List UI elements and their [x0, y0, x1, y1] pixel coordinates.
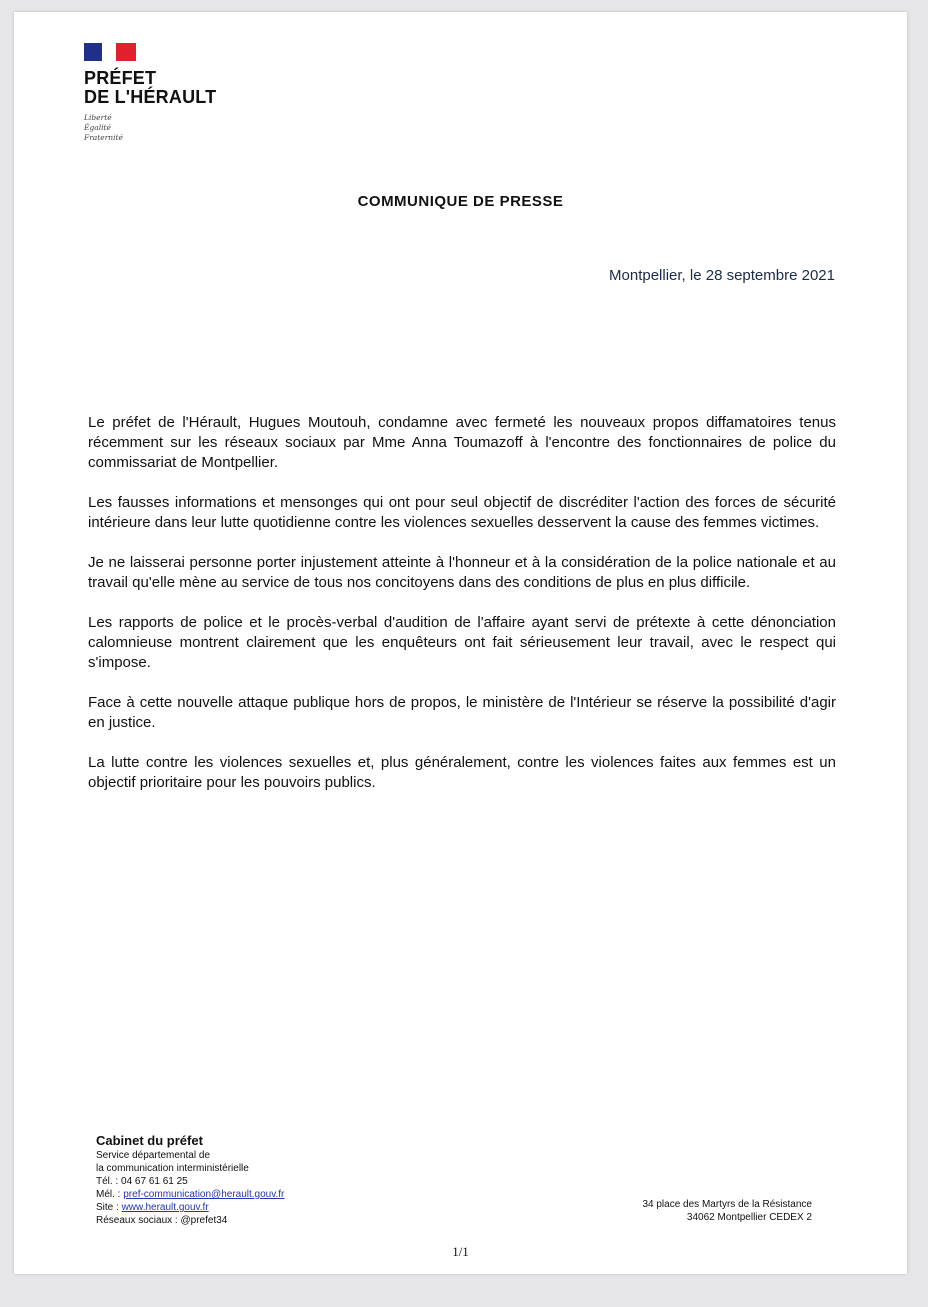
- website-link[interactable]: www.herault.gouv.fr: [121, 1202, 209, 1213]
- contact-site: [96, 1201, 284, 1214]
- motto-fraternite: Fraternité: [84, 133, 123, 142]
- brand-line-1: PRÉFET: [84, 68, 157, 88]
- social-handle: @prefet34: [180, 1215, 228, 1226]
- paragraph: Les fausses informations et mensonges qui ont pour seul objectif de discréditer l'action des forces de sécurité intérieure dans leur lutte quotidienne contre les violences sexuelles desservent la cause des femmes victimes.: [88, 494, 836, 531]
- contact-heading: Cabinet du préfet: [96, 1133, 203, 1148]
- contact-mel: [96, 1188, 284, 1201]
- site-label: Site :: [96, 1202, 122, 1213]
- press-release-body: [88, 413, 836, 813]
- document-page: [14, 12, 907, 1274]
- brand-name: [84, 69, 216, 107]
- paragraph: La lutte contre les violences sexuelles et, plus généralement, contre les violences faites aux femmes est un objectif prioritaire pour les pouvoirs publics.: [88, 754, 836, 791]
- paragraph: Je ne laisserai personne porter injustement atteinte à l'honneur et à la considération de la police nationale et au travail qu'elle mène au service de tous nos concitoyens dans des conditions de plus en plus difficile.: [88, 554, 836, 591]
- brand-line-2: DE L'HÉRAULT: [84, 87, 217, 107]
- republic-motto: [84, 113, 216, 143]
- paragraph: Face à cette nouvelle attaque publique hors de propos, le ministère de l'Intérieur se réserve la possibilité d'agir en justice.: [88, 694, 836, 731]
- social-label: Réseaux sociaux :: [96, 1215, 181, 1226]
- paragraph: Les rapports de police et le procès-verbal d'audition de l'affaire ayant servi de prétexte à cette dénonciation calomnieuse montrent clairement que les enquêteurs ont fait sérieusement leur travail, avec le respect qui s'impose.: [88, 614, 836, 671]
- address-line-1: 34 place des Martyrs de la Résistance: [642, 1199, 812, 1210]
- prefecture-logo: [84, 43, 216, 143]
- postal-address: [642, 1198, 812, 1224]
- document-date: Montpellier, le 28 septembre 2021: [609, 267, 835, 284]
- contact-social: [96, 1214, 284, 1227]
- mel-label: Mél. :: [96, 1189, 124, 1200]
- email-link[interactable]: pref-communication@herault.gouv.fr: [123, 1189, 285, 1200]
- motto-liberte: Liberté: [84, 113, 112, 122]
- address-line-2: 34062 Montpellier CEDEX 2: [686, 1212, 812, 1223]
- tel-value: 04 67 61 61 25: [121, 1176, 188, 1187]
- document-title: COMMUNIQUE DE PRESSE: [357, 193, 564, 210]
- service-line-1: Service départemental de: [96, 1150, 210, 1161]
- contact-tel: [96, 1175, 284, 1188]
- service-line-2: la communication interministérielle: [96, 1163, 249, 1174]
- motto-egalite: Égalité: [84, 123, 111, 132]
- paragraph: Le préfet de l'Hérault, Hugues Moutouh, condamne avec fermeté les nouveaux propos diffamatoires tenus récemment sur les réseaux sociaux par Mme Anna Toumazoff à l'encontre des fonctionnaires de police du commissariat de Montpellier.: [88, 414, 836, 471]
- french-flag-icon: [84, 43, 136, 61]
- page-number: 1/1: [452, 1244, 469, 1259]
- tel-label: Tél. :: [96, 1176, 122, 1187]
- contact-block: [96, 1133, 284, 1227]
